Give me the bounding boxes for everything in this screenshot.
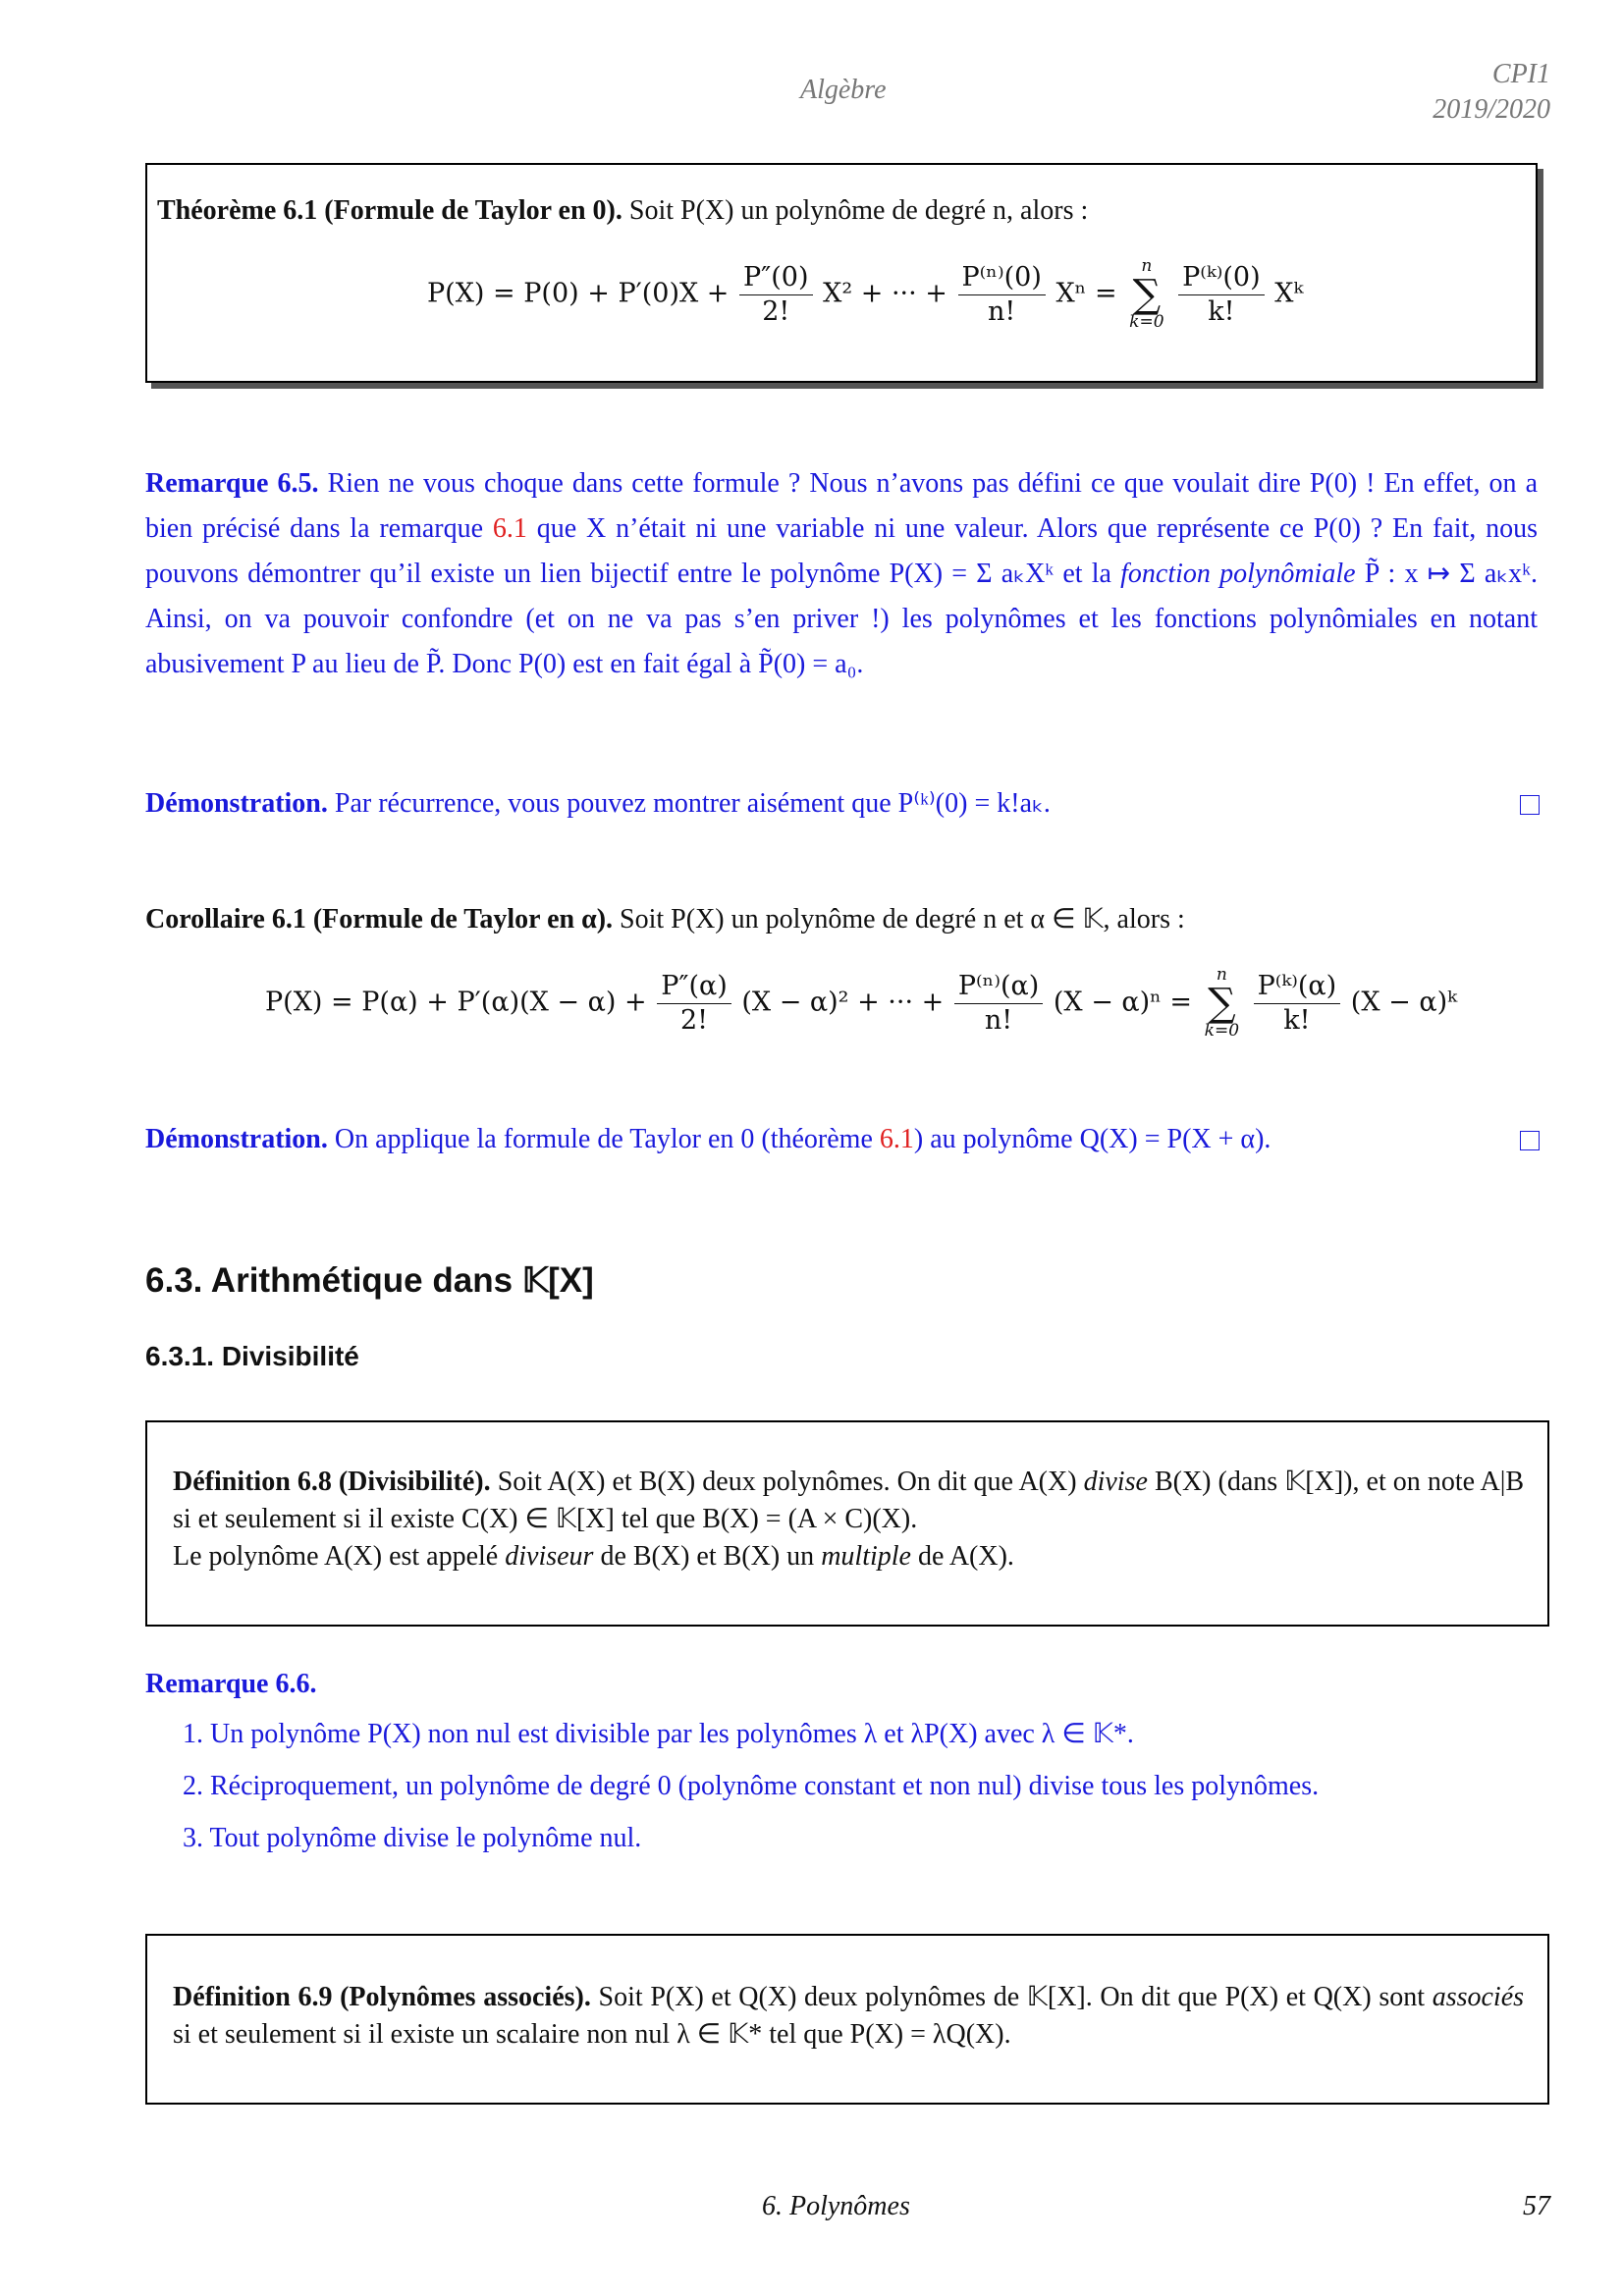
remark-text: Rien ne vous choque dans cette formule ? Nous n’avons pas défini ce que voulait dire P(0) ! En effet, on a bien précisé dans la remarque — [145, 468, 1539, 544]
demo-text: Par récurrence, vous pouvez montrer aisément que P⁽ᵏ⁾(0) = k!aₖ. — [334, 788, 1051, 819]
taylor-formula-0 — [427, 258, 1303, 331]
formula-lhs: P(X) = P(α) + P′(α)(X − α) + — [265, 987, 647, 1018]
taylor-formula-alpha — [265, 967, 1457, 1040]
demo-text: On applique la formule de Taylor en 0 (théorème — [334, 1124, 873, 1154]
header-course: CPI1 — [1491, 59, 1550, 89]
formula-lhs: P(X) = P(0) + P′(0)X + — [427, 278, 730, 309]
fraction: $\frac{P''(0)}{2!}$ — [739, 261, 813, 329]
theorem-box — [145, 163, 1538, 383]
definition-text: si et seulement si il existe un scalaire non nul λ ∈ 𝕂* tel que P(X) = λQ(X). — [173, 2019, 1011, 2050]
fraction: $\frac{\text{P⁽ᵏ⁾(α)}}{k!}$ — [1254, 970, 1341, 1038]
definition-6-8-box — [145, 1420, 1549, 1627]
definition-text: Le polynôme A(X) est appelé — [173, 1541, 499, 1572]
formula-tail: (X − α)ᵏ — [1350, 987, 1457, 1018]
definition-text: B(X) (dans 𝕂[X]), et on note A|B si et seulement si il existe C(X) ∈ 𝕂[X] tel que B(X) = (A × C)(X). — [173, 1467, 1525, 1534]
definition-text: de A(X). — [917, 1541, 1014, 1572]
reference-link[interactable]: 6.1 — [492, 513, 527, 544]
definition-text: Soit A(X) et B(X) deux polynômes. On dit que A(X) — [497, 1467, 1077, 1497]
definition-emphasis: multiple — [821, 1541, 911, 1572]
definition-6-9-box — [145, 1934, 1549, 2105]
list-item: 3. Tout polynôme divise le polynôme nul. — [183, 1823, 642, 1853]
definition-text: de B(X) et B(X) un — [600, 1541, 815, 1572]
qed-square-icon — [1520, 795, 1540, 815]
subsection-heading: 6.3.1. Divisibilité — [145, 1341, 359, 1371]
definition-6-9 — [173, 1979, 1524, 2054]
header-title: Algèbre — [800, 75, 887, 105]
demonstration-2 — [145, 1121, 1500, 1157]
corollary-text: Soit P(X) un polynôme de degré n et α ∈ 𝕂, alors : — [620, 904, 1185, 934]
remark-emphasis: fonction polynômiale — [1120, 559, 1356, 589]
header-year: 2019/2020 — [1433, 94, 1550, 125]
fraction: $\frac{P''(\alpha)}{2!}$ — [657, 970, 731, 1038]
remark-6-5 — [145, 461, 1538, 687]
remark-label: Remarque 6.5. — [145, 468, 319, 499]
corollary-label: Corollaire 6.1 (Formule de Taylor en α). — [145, 904, 614, 934]
header-meta — [1433, 57, 1550, 128]
remark-6-6-list — [183, 1716, 1538, 1872]
fraction: $\frac{\text{P⁽ᵏ⁾(0)}}{k!}$ — [1178, 261, 1265, 329]
demo-text: ) au polynôme Q(X) = P(X + α). — [913, 1124, 1271, 1154]
footer-chapter: 6. Polynômes — [762, 2191, 910, 2221]
fraction: $\frac{\text{P⁽ⁿ⁾(α)}}{n!}$ — [954, 970, 1043, 1038]
reference-link[interactable]: 6.1 — [879, 1124, 914, 1154]
section-heading: 6.3. Arithmétique dans 𝕂[X] — [145, 1261, 594, 1300]
fraction: $\frac{\text{P⁽ⁿ⁾(0)}}{n!}$ — [958, 261, 1046, 329]
definition-emphasis: diviseur — [505, 1541, 594, 1572]
theorem-text: Soit P(X) un polynôme de degré n, alors : — [628, 195, 1089, 226]
list-item: 1. Un polynôme P(X) non nul est divisible par les polynômes λ et λP(X) avec λ ∈ 𝕂*. — [183, 1719, 1134, 1749]
definition-text: Soit P(X) et Q(X) deux polynômes de 𝕂[X]. On dit que P(X) et Q(X) sont — [598, 1982, 1426, 2012]
formula-tail: Xᵏ — [1274, 278, 1304, 309]
definition-label: Définition 6.8 (Divisibilité). — [173, 1467, 491, 1497]
definition-emphasis: divise — [1083, 1467, 1148, 1497]
corollary-statement — [145, 901, 1185, 937]
formula-mid: (X − α)² + ··· + — [741, 987, 945, 1018]
list-item: 2. Réciproquement, un polynôme de degré 0 (polynôme constant et non nul) divise tous les polynômes. — [183, 1771, 1320, 1801]
formula-mid: Xⁿ = — [1055, 278, 1117, 309]
remark-6-6-label: Remarque 6.6. — [145, 1669, 317, 1699]
formula-mid: (X − α)ⁿ = — [1053, 987, 1193, 1018]
definition-label: Définition 6.9 (Polynômes associés). — [173, 1982, 591, 2012]
sum-symbol: n ∑ k=0 — [1204, 965, 1240, 1041]
demo-label: Démonstration. — [145, 788, 328, 819]
definition-6-8 — [173, 1464, 1524, 1575]
demo-label: Démonstration. — [145, 1124, 328, 1154]
qed-square-icon — [1520, 1131, 1540, 1150]
theorem-label: Théorème 6.1 (Formule de Taylor en 0). — [157, 195, 622, 226]
remark-text: que X n’était ni une variable ni une valeur. Alors que représente ce P(0) ? En fait, nous pouvons démontrer qu’il existe un lien bijectif entre le polynôme P(X) = Σ aₖXᵏ et la — [145, 513, 1539, 589]
theorem-statement — [157, 192, 1088, 229]
formula-mid: X² + ··· + — [823, 278, 947, 309]
remark-text: P̃ : x ↦ Σ aₖxᵏ. Ainsi, on va pouvoir confondre (et on ne va pas s’en priver !) les polynômes et les fonctions polynômiales en notant abusivement P au lieu de P̃. Donc P(0) est en fait égal à P̃(0) = a₀. — [145, 559, 1539, 679]
page-number: 57 — [1523, 2191, 1550, 2221]
sum-symbol: n ∑ k=0 — [1129, 256, 1164, 332]
demonstration-1 — [145, 785, 1538, 822]
definition-emphasis: associés — [1432, 1982, 1525, 2012]
